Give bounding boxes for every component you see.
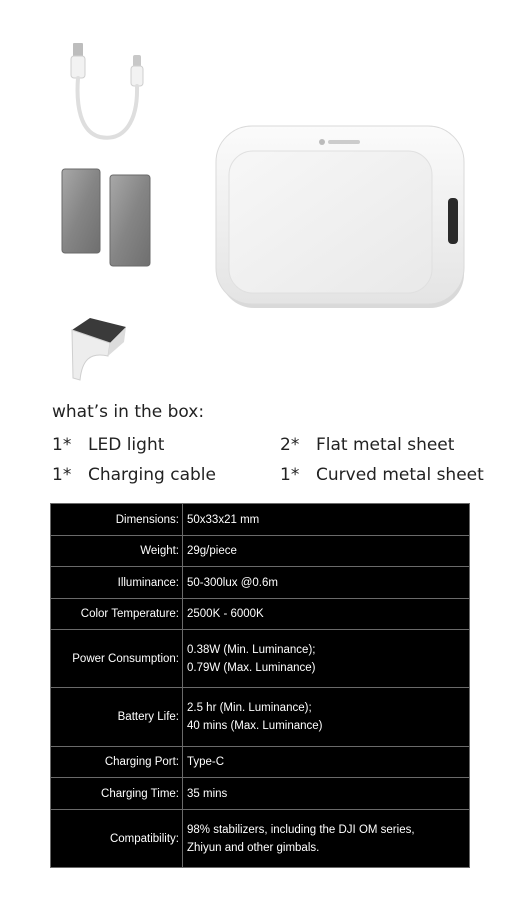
spec-value: 0.38W (Min. Luminance); 0.79W (Max. Luminance) — [183, 630, 470, 688]
curved-metal-sheet-icon — [72, 318, 126, 380]
spec-label: Charging Port: — [51, 747, 183, 778]
spec-row — [51, 504, 470, 536]
item-label: Flat metal sheet — [316, 435, 455, 455]
spec-row — [51, 599, 470, 630]
spec-label: Battery Life: — [51, 688, 183, 747]
flat-metal-sheet-icon — [62, 169, 150, 266]
led-light-device — [216, 126, 464, 308]
item-quantity: 2* — [280, 435, 300, 455]
spec-value: 29g/piece — [183, 536, 470, 567]
item-label: Charging cable — [88, 465, 216, 485]
box-contents — [52, 401, 512, 490]
box-item-charging-cable — [52, 460, 216, 490]
spec-value: 50-300lux @0.6m — [183, 567, 470, 599]
spec-value: Type-C — [183, 747, 470, 778]
item-label: Curved metal sheet — [316, 465, 484, 485]
item-label: LED light — [88, 435, 165, 455]
spec-row — [51, 567, 470, 599]
spec-row — [51, 747, 470, 778]
box-contents-row — [52, 430, 512, 460]
spec-value: 35 mins — [183, 778, 470, 810]
box-contents-title: what’s in the box: — [52, 402, 205, 422]
box-item-curved-metal-sheet — [280, 460, 484, 490]
spec-row — [51, 688, 470, 747]
spec-row — [51, 778, 470, 810]
box-item-led-light — [52, 430, 164, 460]
spec-value: 98% stabilizers, including the DJI OM series, Zhiyun and other gimbals. — [183, 810, 470, 868]
spec-row — [51, 630, 470, 688]
spec-value: 2.5 hr (Min. Luminance); 40 mins (Max. Luminance) — [183, 688, 470, 747]
spec-label: Power Consumption: — [51, 630, 183, 688]
item-quantity: 1* — [52, 465, 72, 485]
box-item-flat-metal-sheet — [280, 430, 454, 460]
product-image — [0, 0, 520, 395]
spec-label: Charging Time: — [51, 778, 183, 810]
item-quantity: 1* — [280, 465, 300, 485]
spec-row — [51, 810, 470, 868]
charging-cable-icon — [71, 43, 143, 138]
product-illustration — [0, 0, 520, 395]
spec-value: 50x33x21 mm — [183, 504, 470, 536]
spec-label: Illuminance: — [51, 567, 183, 599]
spec-label: Compatibility: — [51, 810, 183, 868]
item-quantity: 1* — [52, 435, 72, 455]
spec-label: Color Temperature: — [51, 599, 183, 630]
box-contents-row — [52, 460, 512, 490]
spec-value: 2500K - 6000K — [183, 599, 470, 630]
spec-row — [51, 536, 470, 567]
spec-label: Weight: — [51, 536, 183, 567]
spec-label: Dimensions: — [51, 504, 183, 536]
spec-table — [50, 503, 470, 868]
